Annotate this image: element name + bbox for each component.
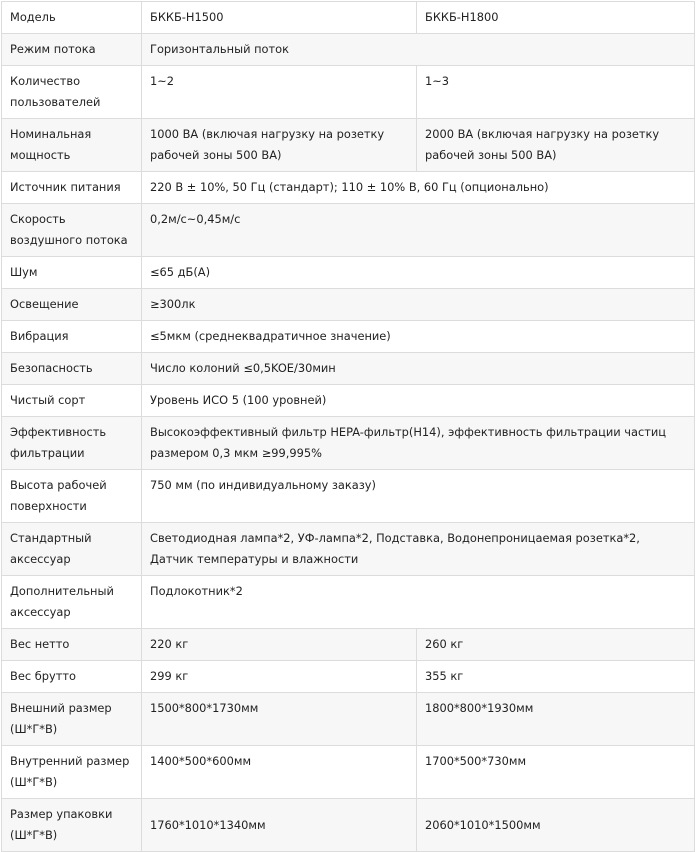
table-row xyxy=(2,661,695,693)
label-cell: Внутренний размер (Ш*Г*В) xyxy=(2,746,142,799)
table-row xyxy=(2,172,695,204)
value-cell: Высокоэффективный фильтр HEPA-фильтр(H14), эффективность фильтрации частиц размером 0,3 мкм ≥99,995% xyxy=(142,417,695,470)
value-cell: 220 В ± 10%, 50 Гц (стандарт); 110 ± 10% В, 60 Гц (опционально) xyxy=(142,172,695,204)
value-cell-h1500: 299 кг xyxy=(142,661,417,693)
table-row xyxy=(2,693,695,746)
value-cell-h1500: 220 кг xyxy=(142,629,417,661)
table-row xyxy=(2,629,695,661)
value-cell-h1800: 2000 ВА (включая нагрузку на розетку рабочей зоны 500 ВА) xyxy=(417,119,695,172)
table-row xyxy=(2,576,695,629)
value-cell: Подлокотник*2 xyxy=(142,576,695,629)
label-cell: Вибрация xyxy=(2,321,142,353)
label-cell: Режим потока xyxy=(2,34,142,66)
table-row xyxy=(2,321,695,353)
table-row xyxy=(2,204,695,257)
value-cell-h1500: 1~2 xyxy=(142,66,417,119)
value-cell-h1500: 1400*500*600мм xyxy=(142,746,417,799)
value-cell: ≤5мкм (среднеквадратичное значение) xyxy=(142,321,695,353)
value-cell-h1800: 1800*800*1930мм xyxy=(417,693,695,746)
table-row xyxy=(2,746,695,799)
label-cell: Источник питания xyxy=(2,172,142,204)
label-cell: Количество пользователей xyxy=(2,66,142,119)
table-row xyxy=(2,289,695,321)
spec-table xyxy=(1,1,695,852)
value-cell-h1800: 1700*500*730мм xyxy=(417,746,695,799)
value-cell: Число колоний ≤0,5KOE/30мин xyxy=(142,353,695,385)
label-cell: Шум xyxy=(2,257,142,289)
label-cell: Модель xyxy=(2,2,142,34)
table-row xyxy=(2,417,695,470)
table-row xyxy=(2,470,695,523)
value-cell-h1800: 260 кг xyxy=(417,629,695,661)
label-cell: Стандартный аксессуар xyxy=(2,523,142,576)
value-cell-h1800: 2060*1010*1500мм xyxy=(417,799,695,852)
label-cell: Скорость воздушного потока xyxy=(2,204,142,257)
table-row xyxy=(2,523,695,576)
table-row xyxy=(2,799,695,852)
table-row xyxy=(2,353,695,385)
table-row xyxy=(2,34,695,66)
value-cell: Уровень ИСО 5 (100 уровней) xyxy=(142,385,695,417)
label-cell: Вес нетто xyxy=(2,629,142,661)
table-row xyxy=(2,257,695,289)
value-cell-h1500: 1500*800*1730мм xyxy=(142,693,417,746)
model-h1800-cell: БККБ-Н1800 xyxy=(417,2,695,34)
label-cell: Чистый сорт xyxy=(2,385,142,417)
value-cell-h1500: 1760*1010*1340мм xyxy=(142,799,417,852)
label-cell: Номинальная мощность xyxy=(2,119,142,172)
label-cell: Внешний размер (Ш*Г*В) xyxy=(2,693,142,746)
table-row xyxy=(2,119,695,172)
value-cell: ≥300лк xyxy=(142,289,695,321)
table-row xyxy=(2,66,695,119)
value-cell-h1500: 1000 ВА (включая нагрузку на розетку рабочей зоны 500 ВА) xyxy=(142,119,417,172)
model-h1500-cell: БККБ-Н1500 xyxy=(142,2,417,34)
label-cell: Безопасность xyxy=(2,353,142,385)
value-cell-h1800: 355 кг xyxy=(417,661,695,693)
value-cell: 750 мм (по индивидуальному заказу) xyxy=(142,470,695,523)
label-cell: Дополнительный аксессуар xyxy=(2,576,142,629)
value-cell-h1800: 1~3 xyxy=(417,66,695,119)
value-cell: Светодиодная лампа*2, УФ-лампа*2, Подставка, Водонепроницаемая розетка*2, Датчик температуры и влажности xyxy=(142,523,695,576)
value-cell: ≤65 дБ(А) xyxy=(142,257,695,289)
label-cell: Вес брутто xyxy=(2,661,142,693)
label-cell: Высота рабочей поверхности xyxy=(2,470,142,523)
value-cell: 0,2м/с~0,45м/с xyxy=(142,204,695,257)
table-row xyxy=(2,385,695,417)
table-header-row xyxy=(2,2,695,34)
label-cell: Эффективность фильтрации xyxy=(2,417,142,470)
label-cell: Освещение xyxy=(2,289,142,321)
label-cell: Размер упаковки (Ш*Г*В) xyxy=(2,799,142,852)
value-cell: Горизонтальный поток xyxy=(142,34,695,66)
